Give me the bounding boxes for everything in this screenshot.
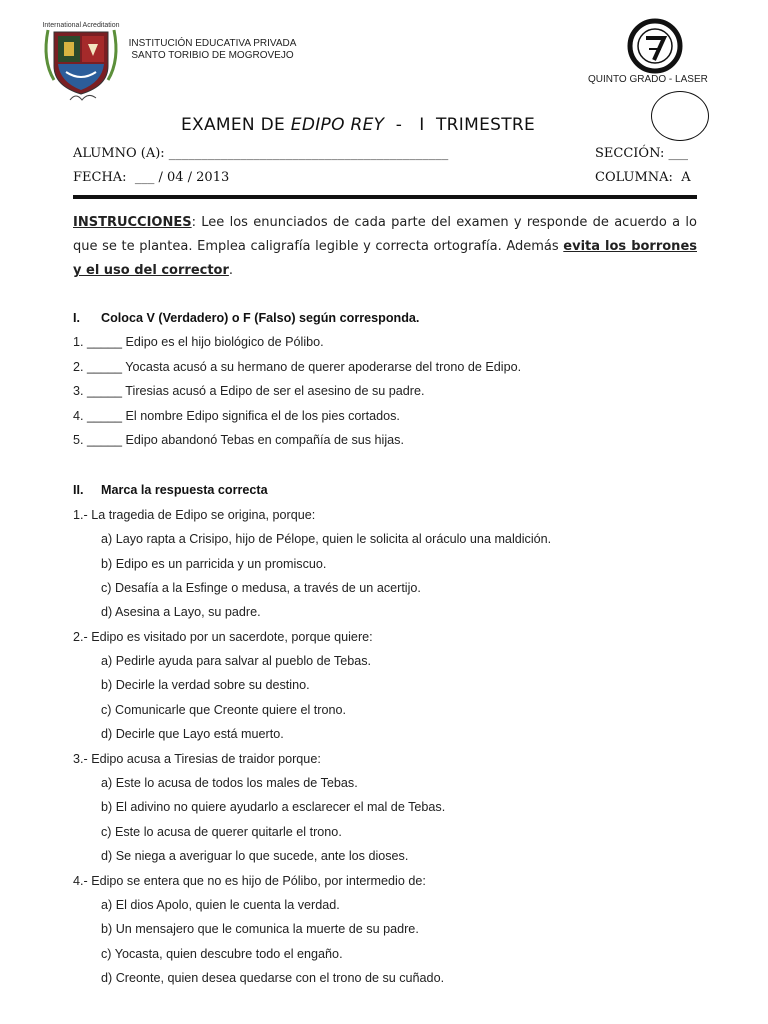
question: 1.- La tragedia de Edipo se origina, porque: (73, 507, 316, 522)
section-2-title: Marca la respuesta correcta (101, 483, 268, 498)
title-prefix: EXAMEN DE (181, 115, 291, 135)
answer-option[interactable]: d) Asesina a Layo, su padre. (101, 605, 261, 620)
answer-option[interactable]: a) Pedirle ayuda para salvar al pueblo de Tebas. (101, 654, 372, 669)
level-logo (627, 18, 683, 74)
tf-item[interactable]: 1. _____ Edipo es el hijo biológico de Pólibo. (73, 335, 324, 350)
tf-item[interactable]: 4. _____ El nombre Edipo significa el de los pies cortados. (73, 408, 400, 423)
answer-option[interactable]: c) Yocasta, quien descubre todo el engaño. (101, 946, 343, 961)
instructions-end: . (228, 263, 234, 278)
question: 4.- Edipo se entera que no es hijo de Pólibo, por intermedio de: (73, 873, 426, 888)
tf-item[interactable]: 3. _____ Tiresias acusó a Edipo de ser el asesino de su padre. (73, 384, 425, 399)
column-field: COLUMNA: A (595, 170, 691, 185)
instructions-emphasis: evita los borrones y el uso del corrector (73, 239, 697, 278)
exam-title (181, 115, 535, 135)
answer-option[interactable]: b) El adivino no quiere ayudarlo a esclarecer el mal de Tebas. (101, 800, 446, 815)
section-2-number: II. (73, 483, 84, 498)
answer-option[interactable]: b) Un mensajero que le comunica la muerte de su padre. (101, 922, 419, 937)
section-field[interactable]: SECCIÓN: ___ (595, 146, 689, 161)
answer-option[interactable]: a) Este lo acusa de todos los males de Tebas. (101, 776, 358, 791)
school-crest-logo (40, 20, 122, 104)
instructions-label: INSTRUCCIONES (73, 215, 192, 230)
answer-option[interactable]: b) Decirle la verdad sobre su destino. (101, 678, 310, 693)
date-field[interactable]: FECHA: ___ / 04 / 2013 (73, 170, 230, 185)
grade-circle (651, 91, 709, 141)
instructions-text: : Lee los enunciados de cada parte del examen y responde de acuerdo a lo que se te plantea. Emplea caligrafía legible y correcta ortografía. Además (73, 215, 697, 254)
exam-content (73, 306, 713, 991)
tf-item[interactable]: 2. _____ Yocasta acusó a su hermano de querer apoderarse del trono de Edipo. (73, 359, 522, 374)
answer-option[interactable]: c) Desafía a la Esfinge o medusa, a través de un acertijo. (101, 580, 421, 595)
answer-option[interactable]: c) Comunicarle que Creonte quiere el trono. (101, 702, 347, 717)
answer-option[interactable]: d) Se niega a averiguar lo que sucede, ante los dioses. (101, 849, 409, 864)
answer-option[interactable]: b) Edipo es un parricida y un promiscuo. (101, 556, 327, 571)
school-name-line1: INSTITUCIÓN EDUCATIVA PRIVADA (128, 38, 297, 49)
school-name-line2: SANTO TORIBIO DE MOGROVEJO (131, 50, 294, 61)
section-gap (73, 452, 713, 478)
answer-option[interactable]: c) Este lo acusa de querer quitarle el trono. (101, 824, 342, 839)
title-work: EDIPO REY (290, 115, 385, 135)
section-1-number: I. (73, 311, 80, 325)
title-suffix: - I TRIMESTRE (384, 115, 536, 135)
question: 2.- Edipo es visitado por un sacerdote, porque quiere: (73, 629, 373, 644)
answer-option[interactable]: d) Decirle que Layo está muerto. (101, 727, 284, 742)
instructions (73, 211, 697, 283)
student-name-field[interactable]: ALUMNO (A): ___________________________________________ (73, 146, 449, 161)
header-divider (73, 195, 697, 199)
school-name (105, 38, 320, 62)
answer-option[interactable]: d) Creonte, quien desea quedarse con el trono de su cuñado. (101, 971, 445, 986)
question: 3.- Edipo acusa a Tiresias de traidor porque: (73, 751, 321, 766)
section-2-heading (73, 478, 713, 502)
answer-option[interactable]: a) Layo rapta a Crisipo, hijo de Pélope, quien le solicita al oráculo una maldición. (101, 532, 552, 547)
tf-item[interactable]: 5. _____ Edipo abandonó Tebas en compañía de sus hijas. (73, 432, 404, 447)
section-1-title: Coloca V (Verdadero) o F (Falso) según corresponda. (101, 311, 420, 325)
section-1-heading (73, 306, 713, 330)
grade-label: QUINTO GRADO - LASER (588, 74, 708, 85)
answer-option[interactable]: a) El dios Apolo, quien le cuenta la verdad. (101, 897, 340, 912)
crest-label: International Acreditation (42, 22, 120, 29)
